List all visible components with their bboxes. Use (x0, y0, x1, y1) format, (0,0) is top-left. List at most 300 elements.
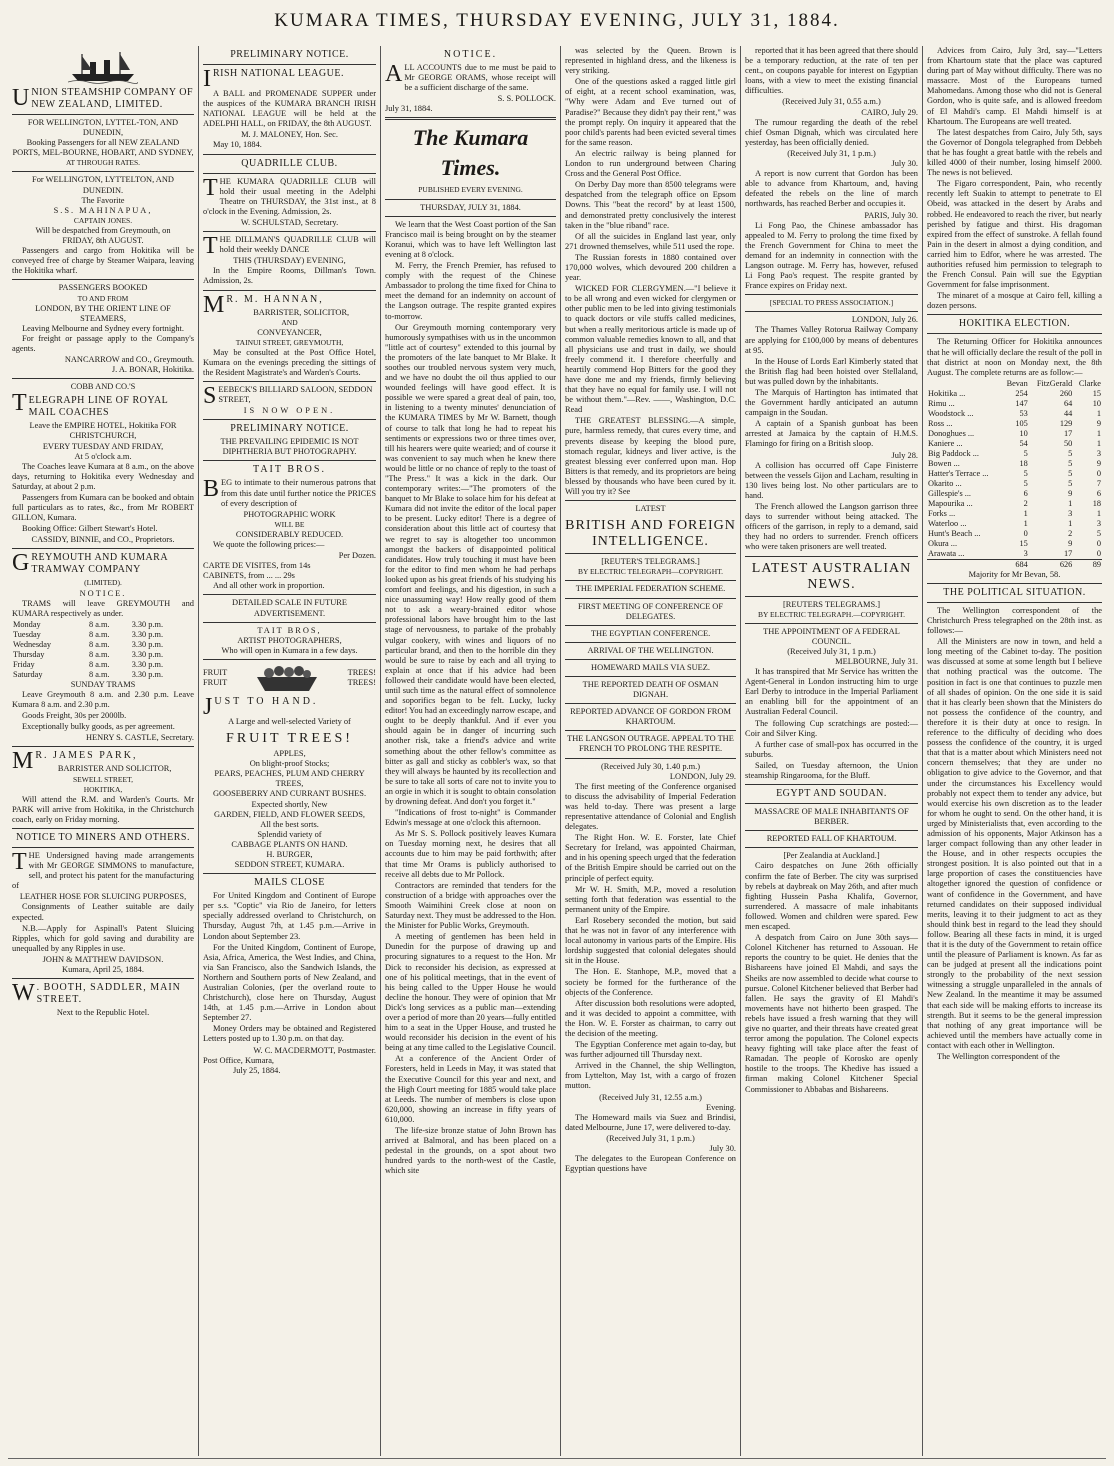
article-paragraph: A further case of small-pox has occurred in the suburbs. (745, 739, 918, 759)
dropcap: T (203, 174, 218, 201)
poll-cell: 1 (1096, 408, 1101, 418)
dropcap: I (203, 66, 211, 92)
news-heading: THE IMPERIAL FEDERATION SCHEME. (575, 584, 726, 594)
article-paragraph: Mr W. H. Smith, M.P., moved a resolution setting forth that federation was essential to the permanent unity of the Empire. (565, 884, 736, 914)
ad-text: (LIMITED). (84, 578, 122, 588)
ad-text: ARTIST PHOTOGRAPHERS, (237, 635, 342, 645)
ad-text: HE Undersigned having made arrangements with Mr GEORGE SIMMONS to manufacture, sell, and protect his patent for the manufacturing of (12, 850, 194, 891)
poll-cell: FitzGerald (1036, 378, 1073, 388)
article-paragraph: On Derby Day more than 8500 telegrams were despatched from the telegraph office on Epsom Downs. This "beat the record" by at least 1500, and demonstrated pretty conclusively the interest taken in the "blue riband" race. (565, 180, 736, 230)
article-paragraph: WICKED FOR CLERGYMEN.—"I believe it to be all wrong and even wicked for clergymen or other public men to be led into giving testimonials to quack doctors or vile stuffs called medicines, but when a really meritorious article is made up of common valuable remedies known to all, and that all physicians use and trust in daily, we should freely commend it. I therefore cheerfully and heartily commend Hop Bitters for the good they have done me and my friends, firmly believing that they have no equal for family use. I will not be without them."—Rev. ——, Washington, D.C. Read (565, 284, 736, 415)
tram-row (12, 650, 194, 660)
steamship-icon (68, 50, 138, 84)
poll-row (927, 519, 1102, 529)
ad-text: AT THROUGH RATES. (65, 158, 141, 168)
poll-row (927, 499, 1102, 509)
poll-cell: 10 (1092, 398, 1101, 408)
dropcap: M (12, 748, 34, 775)
article-paragraph: A meeting of gentlemen has been held in Dunedin for the purpose of drawing up and procuring signatures to a request to the Hon. Mr Dick to reconsider his decision, as expressed at one of his political meetings, that in the event of his being called to the Upper House he would decline the honour. They were of opinion that Mr Dick's long services as a public man—extending over a period of more than 20 years—fully entitled him to a seat in the Upper House, and trusted he would reconsider his decision in the event of his being at any time called to the Legislative Council. (385, 932, 556, 1053)
ad-text: THE PREVAILING EPIDEMIC IS NOT DIPHTHERIA BUT PHOTOGRAPHY. (220, 437, 359, 457)
ad-text: For WELLINGTON, LYTTELTON, AND DUNEDIN. (32, 175, 174, 195)
paper-date: THURSDAY, JULY 31, 1884. (420, 202, 521, 212)
ad-text: COBB AND CO.'S (70, 382, 136, 392)
ad-text: On blight-proof Stocks; (249, 759, 330, 769)
ad-text: In the Empire Rooms, Dillman's Town. Admission, 2s. (203, 266, 376, 286)
tram-row (12, 620, 194, 630)
poll-cell: 5 (1023, 448, 1028, 458)
poll-cell: Clarke (1078, 378, 1101, 388)
ad-text: July 31, 1884. (385, 104, 433, 114)
section-heading: EGYPT AND SOUDAN. (776, 788, 887, 800)
booth-ad (12, 982, 194, 1018)
article-paragraph: The Homeward mails via Suez and Brindisi, dated Melbourne, June 17, were delivered to-day. (565, 1112, 736, 1132)
poll-cell (927, 379, 1001, 389)
poll-cell: 5 (1068, 458, 1073, 468)
poll-cell: Kaniere ... (928, 438, 963, 448)
ad-text: Splendid variety of (257, 829, 322, 839)
article-paragraph: Sailed, on Tuesday afternoon, the Union steamship Ringarooma, for the Bluff. (745, 760, 918, 780)
poll-cell: Woodstock ... (928, 408, 974, 418)
dropcap: T (203, 233, 218, 260)
ad-text: Passengers from Kumara can be booked and obtain full particulars as to rates, &c., from Mr ROBERT GILLON, Kumara. (12, 493, 194, 523)
dateline: Evening. (705, 1102, 736, 1112)
dropcap: S (203, 383, 217, 410)
poll-cell: Ross ... (928, 418, 953, 428)
ad-text: PHOTOGRAPHIC WORK (243, 509, 336, 519)
article-paragraph: The Figaro correspondent, Pain, who recently recently left Suakin to attempt to penetrate to El Obeid, was attacked in the desert by Arabs and robbed. He endeavored to reach the river, but nearly perished by fatigue and thirst. His dragoman expired from the effect of sunstroke. A fellah found Pain in the desert in almost a dying condition, and carried him to Edfor, where he was arrested. The authorities refused him permission to telegraph to the French Consul. Pain will sue the Egyptian Government for false imprisonment. (927, 179, 1102, 290)
tram-cell: 8 a.m. (88, 619, 110, 629)
article-paragraph: The Thames Valley Rotorua Railway Company are applying for £100,000 by means of debentures at 95. (745, 325, 918, 355)
poll-cell: 254 (1015, 388, 1028, 398)
ad-text: The Coaches leave Kumara at 8 a.m., on the above days, returning to Hokitika every Wednesday and Saturday, at about 2 p.m. (12, 461, 194, 491)
poll-cell: Gillespie's ... (928, 488, 971, 498)
ad-text: A BALL and PROMENADE SUPPER under the auspices of the KUMARA BRANCH IRISH NATIONAL LEAGUE will be held at the ADELPHI HALL, on FRIDAY, the 8th AUGUST. (203, 89, 376, 129)
article-paragraph: The French allowed the Langson garrison three days to surrender without being attacked. The officers of the garrison, in reply to a demand, said they had no orders to surrender. French officers who were taken prisoners are well treated. (745, 502, 918, 552)
article-paragraph: Earl Rosebery seconded the motion, but said that he was not in favor of any interference with local autonomy in various parts of the Empire. His lordship suggested that colonial delegates should sit in the House. (565, 915, 736, 966)
ad-text: APPLES, (273, 749, 306, 759)
ad-text: For freight or passage apply to the Company's agents. (12, 333, 194, 353)
ad-text: Who will open in Kumara in a few days. (221, 645, 358, 655)
poll-cell: 44 (1064, 408, 1073, 418)
article-paragraph: Li Fong Pao, the Chinese ambassador has appealed to M. Ferry to prolong the time fixed by the French Government for China to meet the demand for an indemnity in connection with the Langson outrage. M. Ferry has, however, refused Li Fong Pao's request. The respite granted by France expires on Friday next. (745, 220, 918, 291)
dropcap: U (12, 85, 30, 111)
poll-cell: 64 (1064, 398, 1073, 408)
received-note: (Received July 30, 1.40 p.m.) (600, 761, 701, 771)
column-1 (8, 46, 198, 1456)
tram-cell: 8 a.m. (88, 649, 110, 659)
article-paragraph: The Right Hon. W. E. Forster, late Chief Secretary for Ireland, was appointed Chairman, and in his opening speech urged that the federation of the British Empire should be carried out on the principle of perfect equity. (565, 833, 736, 883)
poll-cell: 1 (1096, 438, 1101, 448)
ad-text: Expected shortly, New (251, 799, 328, 809)
article-paragraph: The Marquis of Hartington has intimated that the Government hardly anticipated an autumn campaign in the Soudan. (745, 388, 918, 418)
tram-cell: Thursday (13, 649, 45, 659)
article-paragraph: The life-size bronze statue of John Brown has arrived at Balmoral, and has been placed on a pedestal in the grounds, on a spot about two hundred yards to the north-west of the Castle, which site (385, 1126, 556, 1176)
poll-cell: 3 (1023, 548, 1028, 558)
union-steamship-ad (12, 87, 194, 276)
poll-row (927, 429, 1102, 439)
poll-cell: Arawata ... (928, 548, 965, 558)
section-heading: QUADRILLE CLUB. (241, 157, 338, 169)
wire-note: [REUTERS TELEGRAMS.] (782, 599, 881, 609)
poll-cell: 5 (1068, 468, 1073, 478)
poll-cell: Waterloo ... (928, 518, 967, 528)
poll-cell: Hatter's Terrace ... (928, 468, 989, 478)
ad-text: Passengers and cargo from Hokitika will be conveyed free of charge by Steamer Waipara, leaving the Hokitika wharf. (12, 246, 194, 276)
ad-text: WILL BE (274, 519, 305, 529)
column-2 (198, 46, 380, 1456)
ad-text: CABINETS, from ... ... 29s (203, 571, 295, 581)
poll-cell: 5 (1096, 528, 1101, 538)
ad-text: JOHN & MATTHEW DAVIDSON. (42, 954, 164, 964)
article-paragraph: Contractors are reminded that tenders for the construction of a bridge with approaches over the Smooth Waimihini Creek close at noon on Saturday next. They must be addressed to the Hon. the Minister for Public Works, Greymouth. (385, 880, 556, 931)
dateline: LONDON, July 26. (851, 315, 918, 325)
received-note: (Received July 31, 1 p.m.) (787, 646, 876, 656)
ad-text: S.S. MAHINAPUA, (53, 205, 153, 215)
ad-text: HE KUMARA QUADRILLE CLUB will hold their usual meeting in the Adelphi Theatre on THURSDAY, the 31st inst., at 8 o'clock in the Evening. Admission, 2s. (203, 176, 376, 216)
ad-text: SEDDON STREET, KUMARA. (234, 860, 345, 870)
poll-cell: 18 (1019, 458, 1028, 468)
tram-row (12, 630, 194, 640)
poll-cell: 1 (1096, 508, 1101, 518)
article-paragraph: A captain of a Spanish gunboat has been arrested at Jamaica by the captain of H.M.S. Flamingo for firing on a British sloop. (745, 419, 918, 449)
article-paragraph: The minaret of a mosque at Cairo fell, killing a dozen persons. (927, 291, 1102, 311)
ad-text: BARRISTER, SOLICITOR, (253, 307, 350, 317)
tram-row (12, 640, 194, 650)
section-heading: PRELIMINARY NOTICE. (230, 49, 349, 60)
news-heading: THE EGYPTIAN CONFERENCE. (590, 628, 711, 638)
ad-text: CONVEYANCER, (257, 327, 322, 337)
ad-text: Leave Greymouth 8 a.m. and 2.30 p.m. Leave Kumara 8 a.m. and 2.30 p.m. (12, 689, 194, 710)
news-heading: FIRST MEETING OF CONFERENCE OF DELEGATES. (577, 601, 724, 621)
tram-cell: 8 a.m. (88, 669, 110, 679)
poll-cell: Bevan (1006, 378, 1028, 388)
dateline: PARIS, July 30. (864, 210, 918, 220)
ad-text: Per Dozen. (338, 551, 376, 561)
miners-notice-ad (12, 832, 194, 975)
ad-text: We quote the following prices:— (213, 540, 325, 549)
poll-row (927, 479, 1102, 489)
ad-text: FRUIT (203, 677, 228, 687)
ad-text: Post Office, Kumara, (203, 1055, 275, 1065)
orient-line-ad (12, 283, 194, 375)
news-heading: HOMEWARD MAILS VIA SUEZ. (591, 662, 710, 672)
poll-cell: 53 (1019, 408, 1028, 418)
poll-cell: 105 (1015, 418, 1028, 428)
tram-cell: 3.30 p.m. (131, 659, 164, 669)
poll-row (927, 459, 1102, 469)
ad-text: Leaving Melbourne and Sydney every fortnight. (22, 323, 184, 333)
poll-row (927, 439, 1102, 449)
column-3 (380, 46, 560, 1456)
poll-cell: Hunt's Beach ... (928, 528, 981, 538)
tram-cell: 3.30 p.m. (131, 639, 164, 649)
article-paragraph: The Russian forests in 1880 contained over 170,000 wolves, which devoured 200 children a year. (565, 252, 736, 283)
article-paragraph: The first meeting of the Conference organised to discuss the advisability of Imperial Federation was held to-day. There was present a large representative attendance of Colonial and English delegates. (565, 781, 736, 832)
poll-cell: 5 (1023, 478, 1028, 488)
ad-text: NOTICE. (79, 588, 127, 598)
ad-text: A Large and well-selected Variety of (228, 716, 351, 726)
tram-cell: Monday (13, 619, 41, 629)
ad-text: EVERY TUESDAY AND FRIDAY, (42, 441, 164, 451)
election-returns-table (927, 379, 1102, 570)
poll-cell: Forks ... (928, 508, 956, 518)
poll-cell: 626 (1059, 559, 1073, 569)
ad-text: EEBECK'S BILLIARD SALOON, SEDDON STREET, (218, 385, 373, 405)
news-heading: ARRIVAL OF THE WELLINGTON. (587, 645, 714, 655)
tram-cell: Saturday (13, 669, 43, 679)
received-note: (Received July 31, 0.55 a.m.) (782, 97, 881, 107)
poll-cell: 15 (1019, 538, 1028, 548)
wire-note: [REUTER'S TELEGRAMS.] (601, 557, 700, 567)
section-heading: LATEST (635, 504, 666, 514)
article-paragraph: The Hon. E. Stanhope, M.P., moved that a society be formed for the furtherance of the objects of the Conference. (565, 967, 736, 997)
poll-cell: 54 (1019, 438, 1028, 448)
dateline: July 28. (891, 450, 918, 460)
paper-subtitle: PUBLISHED EVERY EVENING. (418, 185, 523, 195)
column-4 (560, 46, 740, 1456)
article-paragraph: After discussion both resolutions were adopted, and it was decided to appoint a committee, with the Hon. W. E. Forster as chairman, to carry out the decision of the meeting. (565, 998, 736, 1038)
ad-text: And all other work in proportion. (213, 581, 325, 591)
news-heading: MASSACRE OF MALE INHABITANTS OF BERBER. (754, 807, 909, 827)
ad-text: Goods Freight, 30s per 2000lb. (22, 711, 127, 721)
tram-row (12, 660, 194, 670)
ad-text: W. SCHULSTAD, Secretary. (240, 217, 339, 227)
article-paragraph: A despatch from Cairo on June 30th says—Colonel Kitchener has returned to Assouan. He reports the country to be quiet. He denies that the Bishareens have joined El Mahdi, and says the Sheiks are now assembled to decide what course to pursue. Colonel Kitchener believed that Berber had fallen. He says the gravity of El Mahdi's movements have not hitherto been grasped. The rebels have issued a fresh warning that they will give no quarter, and their threats have created great terror among the population. The Colonel expects heavy fighting will take place after the feast of Ramadan. The people of Korosko are openly hostile to the troops. The Khedive has issued a firman making Colonel Kitchener Special Commissioner to Abbabas and Bishareens. (745, 933, 918, 1094)
poll-cell: Mapourika ... (928, 498, 973, 508)
poll-cell: 6 (1096, 488, 1101, 498)
ad-text: FOR WELLINGTON, LYTTEL-TON, AND DUNEDIN, (27, 118, 179, 138)
received-note: (Received July 31, 1 p.m.) (787, 148, 876, 158)
article-paragraph: Of all the suicides in England last year, only 271 drowned themselves, while 511 used the rope. (565, 231, 736, 251)
poll-cell: 684 (1015, 559, 1028, 569)
poll-cell: 3 (1096, 518, 1101, 528)
poll-cell: 1 (1068, 518, 1073, 528)
tram-cell: 3.30 p.m. (131, 619, 164, 629)
ad-heading: NION STEAMSHIP COMPANY OF NEW ZEALAND, LIMITED. (31, 87, 194, 110)
ad-text: TAIT BROS, (257, 625, 322, 635)
news-heading: THE APPOINTMENT OF A FEDERAL COUNCIL. (763, 626, 900, 646)
ad-text: Will attend the R.M. and Warden's Courts. Mr PARK will arrive from Hokitika, in the Christchurch coach, early on Friday morning. (12, 794, 194, 824)
dropcap: G (12, 550, 30, 577)
ad-text: THIS (THURSDAY) EVENING, (233, 256, 346, 266)
ad-heading: REYMOUTH AND KUMARA TRAMWAY COMPANY (31, 552, 168, 576)
news-heading: REPORTED FALL OF KHARTOUM. (766, 834, 897, 844)
article-paragraph: The Egyptian Conference met again to-day, but was further adjourned till Thursday next. (565, 1040, 736, 1060)
ad-text: M. J. MALONEY, Hon. Sec. (241, 130, 338, 140)
poll-row (927, 509, 1102, 519)
news-heading: THE LANGSON OUTRAGE. APPEAL TO THE FRENCH TO PROLONG THE RESPITE. (567, 734, 734, 754)
ad-text: LONDON, BY THE ORIENT LINE OF STEAMERS, (35, 303, 171, 323)
poll-cell: 5 (1068, 448, 1073, 458)
ad-text: BARRISTER AND SOLICITOR, (57, 764, 172, 774)
article-paragraph: The rumour regarding the death of the rebel chief Osman Dignah, which was circulated here yesterday, has been officially denied. (745, 117, 918, 147)
article-paragraph: The Wellington correspondent of the Christchurch Press telegraphed on the 28th inst. as follows:— (927, 605, 1102, 636)
article-paragraph: The latest despatches from Cairo, July 5th, says the Governor of Dongola telegraphed from Debbeh that he has fought a great battle with the rebels and killed 4000 of their number, losing himself 2000. The news is not believed. (927, 127, 1102, 178)
ad-text: May 10, 1884. (213, 140, 262, 150)
section-heading: MAILS CLOSE (254, 877, 325, 889)
tram-cell: Wednesday (13, 639, 52, 649)
article-paragraph: An electric railway is being planned for London to run underground between Charing Cross and the General Post Office. (565, 148, 736, 179)
poll-cell: 1 (1023, 508, 1028, 518)
received-note: (Received July 31, 1 p.m.) (606, 1133, 695, 1143)
poll-cell: 10 (1019, 428, 1028, 438)
ad-text: TO AND FROM (77, 293, 129, 303)
ad-text: All the best sorts. (260, 819, 319, 829)
ad-text: GARDEN, FIELD, AND FLOWER SEEDS, (214, 809, 365, 819)
poll-cell: 1 (1096, 428, 1101, 438)
paper-title: The Kumara Times. (412, 125, 529, 181)
ad-text: May be consulted at the Post Office Hotel, Kumara on the evenings preceding the sittings of the Resident Magistrate's and Warden's Courts. (203, 347, 376, 378)
tram-cell: 8 a.m. (88, 639, 110, 649)
poll-cell: 9 (1068, 538, 1073, 548)
ad-text: TREES! (347, 677, 376, 687)
article-paragraph: At a conference of the Ancient Order of Foresters, held in Leeds in May, it was stated that the Executive Council for this year and next, and the High Court meeting for 1885 would take place at Leeds. The number of members is close upon 620,000, showing an increase in fifty years of 610,000. (385, 1054, 556, 1124)
poll-row (927, 409, 1102, 419)
ad-text: H. BURGER, (266, 849, 313, 859)
poll-cell: 5 (1068, 478, 1073, 488)
ad-text: Leave the EMPIRE HOTEL, Hokitika FOR CHRISTCHURCH, (29, 421, 177, 441)
ad-text: Consignments of Leather suitable are daily expected. (12, 902, 194, 922)
received-note: (Received July 31, 12.55 a.m.) (599, 1092, 702, 1102)
ad-text: SEWELL STREET, (73, 774, 133, 784)
cobb-coaches-ad (12, 382, 194, 545)
poll-total-row (927, 559, 1102, 570)
ad-text: J. A. BONAR, Hokitika. (111, 365, 194, 375)
poll-cell: Donoghues ... (928, 428, 975, 438)
section-heading: NOTICE. (443, 49, 498, 60)
article-paragraph: It has transpired that Mr Service has written the Agent-General in London instructing him to urge Earl Derby to introduce in the Imperial Parliament an enabling bill for the appointment of an Australian Federal Council. (745, 667, 918, 717)
ad-text: CONSIDERABLY REDUCED. (235, 529, 344, 539)
poll-cell: Hokitika ... (928, 388, 966, 398)
section-heading: BRITISH AND FOREIGN INTELLIGENCE. (565, 518, 736, 550)
poll-cell: 1 (1068, 498, 1073, 508)
ad-text: HENRY S. CASTLE, Secretary. (85, 733, 194, 743)
poll-cell: 0 (1023, 528, 1028, 538)
dropcap: J (203, 693, 213, 720)
ad-text: PEARS, PEACHES, PLUM AND CHERRY TREES, (214, 769, 365, 789)
poll-cell: 1 (1023, 518, 1028, 528)
poll-row (927, 549, 1102, 560)
ad-text: GOOSEBERRY AND CURRANT BUSHES. (212, 789, 367, 799)
article-paragraph: Arrived in the Channel, the ship Wellington, from Lyttelton, May 1st, with a cargo of frozen mutton. (565, 1061, 736, 1091)
ad-text: LEATHER HOSE FOR SLUICING PURPOSES, (19, 892, 187, 902)
tram-cell: 3.30 p.m. (131, 669, 164, 679)
ad-text: Kumara, April 25, 1884. (62, 965, 144, 974)
dateline: CAIRO, July 29. (861, 107, 918, 117)
ad-text: FRUIT (203, 667, 228, 677)
poll-cell: 2 (1023, 498, 1028, 508)
dropcap: W (12, 980, 35, 1007)
poll-cell: 0 (1096, 538, 1101, 548)
fruit-trees-banner (203, 663, 376, 693)
article-paragraph: was selected by the Queen. Brown is represented in highland dress, and the likeness is very striking. (565, 46, 736, 76)
article-paragraph: One of the questions asked a ragged little girl of eight, at a recent school examination, was, "Why were Adam and Eve turned out of Paradise?" Because they didn't pay their rent," was the prompt reply. On inquiry it appeared that the poor child's parents had been evicted several times for the same reason. (565, 77, 736, 147)
tram-row (12, 670, 194, 680)
ad-heading: R. M. HANNAN, (226, 293, 324, 305)
ad-text: NANCARROW and CO., Greymouth. (64, 355, 194, 365)
ad-text: TRAMS will leave GREYMOUTH and KUMARA respectively as under. (12, 598, 194, 618)
poll-cell: 17 (1064, 428, 1073, 438)
wire-note: [SPECIAL TO PRESS ASSOCIATION.] (769, 298, 894, 308)
article-paragraph: M. Ferry, the French Premier, has refused to comply with the request of the Chinese Ambassador to prolong the time fixed for China to meet the demand for an indemnity on account of the Langson outrage. The respite granted expires to-morrow. (385, 261, 556, 321)
poll-cell: 260 (1059, 388, 1073, 398)
poll-cell: Okura ... (928, 538, 958, 548)
poll-cell: 5 (1023, 468, 1028, 478)
ad-text: Booking Passengers for all NEW ZEALAND PORTS, MEL-BOURNE, HOBART, AND SYDNEY, (12, 138, 194, 158)
tram-cell: 8 a.m. (88, 659, 110, 669)
article-paragraph: The delegates to the European Conference on Egyptian questions have (565, 1154, 736, 1174)
news-heading: THE REPORTED DEATH OF OSMAN DIGNAH. (582, 679, 719, 700)
tram-timetable (12, 620, 194, 680)
article-paragraph: Our Greymouth morning contemporary very humorously sympathises with us in the uncommon "little act of courtesy" extended to this journal by the promoters of the late banquet to Mr Blake. It soothes our troubled nervous system very much, and we have no doubt the oil thus applied to our wounded feelings will have good effect. It is possible we were spared a great deal of pain, too, in listening to a twenty minutes' denunciation of the KUMARA TIMES by Mr W. Barnett, though of course to talk that long he had to repeat his sentiments or expressions two or three times over, till his hearers were quite wearied; and of course it was convenient to say much when he knew there would be little or no chance of reply to the toast of "The Press." It was a kick in the dark. Our contemporary writes:—"The promoters of the banquet to Mr Blake to solace him for his defeat at Kumara did not invite the editor of the local paper to be present. Lucky editor! There is a degree of consideration about this little act of courtesy that we regret to say is altogether too uncommon amongst the backers of disappointed political candidates. How truly touching it must have been for the editor to find men whom he had perhaps looked upon as his great friends of his studying his comfort and feelings, and his digestion, in such a nice unassuming way! How really good of them not to ask a weary-brained editor whose professional labors have brought him to the last stage of nervousness, to partake of the probably vulgar cookery, with wines and liquors of no particular brand, and then to the horrible din they would be sure to raise by each and all trying to explain at once that if his advice had been followed their candidate would have been elected, until such time as the natural effect of somnolence and soporifics began to be felt. Lucky, lucky editor! You had an exceedingly narrow escape, and ought to be deeply thankful. And if ever you should again be in danger of incurring such another risk, take a friend's advice and write something about the other fellow's committee as bitter as gall and sticky as cobbler's wax, so that they will always be haunted by its recollection and be sure to take all sorts of care not to invite you to an orgie in which it is sought to obtain consolation by drowning defeat. And don't you forget it." (385, 322, 556, 806)
article-paragraph: A collision has occurred off Cape Finisterre between the vessels Gijon and Lacham, resulting in 130 lives being lost. No other particulars are to hand. (745, 460, 918, 500)
section-heading: LATEST AUSTRALIAN NEWS. (751, 560, 912, 592)
dateline: LONDON, July 29. (669, 771, 736, 781)
ad-text: Will be despatched from Greymouth, on (35, 225, 171, 235)
ad-text: Next to the Republic Hotel. (56, 1008, 150, 1018)
ad-text: HOKITIKA, (83, 784, 123, 794)
poll-cell: 0 (1096, 468, 1101, 478)
section-heading: THE POLITICAL SITUATION. (943, 586, 1086, 598)
poll-header-row (927, 379, 1102, 389)
poll-cell: 15 (1092, 388, 1101, 398)
ad-heading: NOTICE TO MINERS AND OTHERS. (16, 831, 190, 843)
column-6 (922, 46, 1106, 1456)
poll-cell: 18 (1092, 498, 1101, 508)
poll-row (927, 389, 1102, 399)
fruit-basket-icon (247, 663, 327, 693)
tram-cell: Tuesday (13, 629, 41, 639)
dateline: MELBOURNE, July 31. (835, 656, 918, 666)
poll-cell: Okarito ... (928, 478, 962, 488)
article-paragraph: "Indications of frost to-night" is Commander Edwin's message at one o'clock this afternoon. (385, 808, 556, 828)
poll-cell: Big Paddock ... (928, 448, 979, 458)
section-heading: HOKITIKA ELECTION. (958, 318, 1071, 330)
masthead: KUMARA TIMES, THURSDAY EVENING, JULY 31, 1884. (274, 10, 840, 31)
poll-cell: 9 (1096, 418, 1101, 428)
ad-heading: ELEGRAPH LINE OF ROYAL MAIL COACHES (28, 395, 168, 419)
ad-text: PASSENGERS BOOKED (58, 283, 148, 293)
ad-text: CAPTAIN JONES. (73, 215, 133, 225)
poll-cell: 17 (1064, 548, 1073, 558)
article-paragraph: THE GREATEST BLESSING.—A simple, pure, harmless remedy, that cures every time, and prevents disease by keeping the blood pure, stomach regular, kidneys and liver active, is the greatest blessing ever conferred upon man. Hop Bitters is that remedy, and its proprietors are being blessed by thousands who have been cured by it. Will you try it? See (565, 416, 736, 497)
poll-cell (927, 559, 1001, 570)
ad-text: SUNDAY TRAMS (70, 679, 136, 689)
poll-row (927, 529, 1102, 539)
poll-row (927, 539, 1102, 549)
ad-text: W. C. MACDERMOTT, Postmaster. (253, 1045, 376, 1055)
ad-heading: FRUIT TREES! (226, 731, 353, 747)
ad-heading: RISH NATIONAL LEAGUE. (213, 68, 344, 79)
poll-cell: 3 (1068, 508, 1073, 518)
article-paragraph: We learn that the West Coast portion of the San Francisco mail is being brought on by the steamer Koranui, which was to have left Wellington last evening at 8 o'clock. (385, 219, 556, 259)
ad-text: FRIDAY, 8th AUGUST. (62, 236, 144, 246)
tram-cell: 8 a.m. (88, 629, 110, 639)
ad-text: CARTE DE VISITES, from 14s (203, 561, 311, 571)
ad-text: AND (281, 317, 298, 327)
dropcap: B (203, 476, 220, 503)
dropcap: T (12, 390, 27, 417)
article-paragraph: Advices from Cairo, July 3rd, say—"Letters from Khartoum state that the place was captured during part of May without difficulty. There was no massacre. Most of the Europeans turned Mahomedans. Among those who did not is General Gordon, who is quite safe, and is allowed freedom of El Mahdi's camp. El Mahdi himself is at Khartoum. The Europeans are well treated. (927, 46, 1102, 126)
poll-row (927, 399, 1102, 409)
ad-text: July 25, 1884. (233, 1065, 281, 1075)
poll-cell: 89 (1092, 559, 1101, 569)
ad-text: LL ACCOUNTS due to me must be paid to Mr GEORGE ORAMS, whose receipt will be a sufficient discharge of the same. (404, 63, 556, 93)
poll-cell: 2 (1068, 528, 1073, 538)
dropcap: M (203, 291, 225, 318)
tram-cell: 3.30 p.m. (131, 649, 164, 659)
article-paragraph: As Mr S. S. Pollock positively leaves Kumara on Tuesday morning next, he desires that all accounts due to him may be paid forthwith; after that time Mr Orams is publicly authorised to receive all debts due to Mr Pollock. (385, 829, 556, 879)
